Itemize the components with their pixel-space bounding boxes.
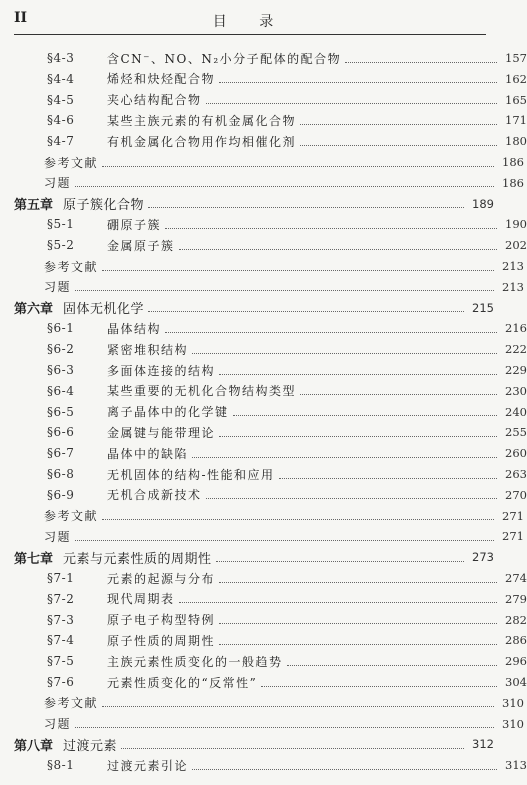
entry-title: 现代周期表 (107, 592, 175, 607)
toc-misc-row[interactable] (0, 172, 524, 194)
entry-title: 多面体连接的结构 (107, 363, 216, 378)
leader-dots (300, 145, 497, 146)
toc-chapter-row[interactable] (0, 546, 494, 568)
toc-section-row[interactable] (0, 317, 527, 339)
page-ref: 260 (505, 446, 527, 461)
leader-dots (345, 62, 497, 63)
page-ref: 216 (505, 321, 527, 336)
toc-entry-label (44, 694, 98, 711)
leader-dots (206, 103, 497, 104)
toc-section-row[interactable] (0, 130, 527, 152)
toc-section-row[interactable] (0, 754, 527, 776)
toc-entry-label (47, 611, 215, 628)
leader-dots (219, 82, 497, 83)
toc-section-row[interactable] (0, 89, 527, 111)
toc-chapter-row[interactable] (0, 733, 494, 755)
chapter-number: 第六章 (14, 302, 54, 318)
page-ref: 271 (502, 529, 524, 544)
toc-entry-label (47, 341, 188, 358)
entry-title: 原子电子构型特例 (107, 613, 216, 628)
section-number: §7-5 (47, 654, 75, 669)
entry-title: 某些主族元素的有机金属化合物 (107, 113, 297, 128)
leader-dots (121, 748, 464, 749)
leader-dots (179, 249, 497, 250)
chapter-title: 元素与元素性质的周期性 (63, 551, 212, 567)
chapter-title: 原子簇化合物 (63, 198, 145, 214)
page-ref: 165 (505, 92, 527, 107)
page-ref: 271 (502, 508, 524, 523)
page-ref: 270 (505, 487, 527, 502)
page-ref: 213 (502, 259, 524, 273)
entry-title: 原子性质的周期性 (107, 633, 216, 648)
toc-section-row[interactable] (0, 671, 527, 693)
toc-entry-label (44, 154, 98, 171)
page-ref: 162 (505, 71, 527, 86)
page-ref: 304 (505, 675, 527, 689)
section-number: §4-6 (47, 113, 75, 128)
page-ref: 186 (502, 155, 524, 169)
entry-title: 习题 (44, 176, 72, 191)
page-ref: 222 (505, 342, 527, 357)
entry-title: 硼原子簇 (107, 217, 162, 232)
section-number: §6-9 (47, 487, 75, 502)
entry-title: 离子晶体中的化学键 (107, 405, 229, 420)
entry-title: 金属键与能带理论 (107, 425, 216, 440)
toc-section-row[interactable] (0, 68, 527, 90)
leader-dots (219, 644, 497, 645)
toc-section-row[interactable] (0, 109, 527, 131)
leader-dots (219, 374, 497, 375)
section-number: §6-6 (47, 425, 75, 440)
leader-dots (192, 353, 497, 354)
page-ref: 279 (505, 591, 527, 606)
toc-entry-label (14, 548, 212, 567)
section-number: §6-7 (47, 446, 75, 461)
toc-entry-label (47, 70, 215, 87)
toc-entry-label (47, 653, 283, 670)
toc-entry-label (47, 590, 175, 607)
section-number: §4-4 (47, 71, 75, 86)
page-ref: 255 (505, 425, 527, 440)
entry-title: 无机合成新技术 (107, 488, 202, 503)
toc-entry-label (47, 91, 202, 108)
toc-section-row[interactable] (0, 338, 527, 360)
entry-title: 参考文献 (44, 259, 99, 274)
entry-title: 含CN⁻、NO、N₂小分子配体的配合物 (107, 51, 342, 66)
toc-entry-label (44, 174, 71, 191)
toc-misc-row[interactable] (0, 692, 524, 714)
section-number: §7-4 (47, 633, 75, 648)
toc-entry-label (44, 715, 71, 732)
toc-chapter-row[interactable] (0, 297, 494, 319)
toc-section-row[interactable] (0, 588, 527, 610)
page-ref: 310 (502, 716, 524, 731)
chapter-title: 固体无机化学 (63, 302, 145, 318)
toc-section-row[interactable] (0, 421, 527, 443)
leader-dots (300, 394, 497, 395)
toc-misc-row[interactable] (0, 151, 524, 173)
page-ref: 282 (505, 612, 527, 627)
section-number: §6-4 (47, 383, 75, 398)
section-number: §5-2 (47, 238, 75, 253)
leader-dots (102, 270, 494, 271)
entry-title: 参考文献 (44, 155, 99, 170)
section-number: §6-1 (47, 321, 75, 336)
toc-section-row[interactable] (0, 629, 527, 651)
leader-dots (219, 623, 497, 624)
entry-title: 参考文献 (44, 696, 99, 711)
toc-section-row[interactable] (0, 401, 527, 423)
toc-entry-label (44, 507, 98, 524)
leader-dots (75, 540, 494, 541)
leader-dots (165, 228, 497, 229)
entry-title: 元素性质变化的“反常性” (107, 675, 258, 690)
leader-dots (219, 436, 497, 437)
page-ref: 215 (472, 300, 494, 315)
toc-misc-row[interactable] (0, 255, 524, 277)
toc-misc-row[interactable] (0, 713, 524, 735)
toc-section-row[interactable] (0, 380, 527, 402)
entry-title: 主族元素性质变化的一般趋势 (107, 654, 283, 669)
page-ref: 213 (502, 279, 524, 294)
page-ref: 310 (502, 695, 524, 710)
toc-misc-row[interactable] (0, 276, 524, 298)
section-number: §6-2 (47, 342, 75, 357)
page-ref: 273 (472, 550, 494, 565)
toc-section-row[interactable] (0, 234, 527, 256)
entry-title: 金属原子簇 (107, 238, 175, 253)
page-ref: 190 (505, 217, 527, 232)
entry-title: 习题 (44, 280, 72, 295)
toc-entry-label (47, 570, 215, 587)
entry-title: 习题 (44, 717, 72, 732)
page-title: 目 录 (212, 14, 288, 30)
section-number: §4-7 (47, 134, 75, 149)
leader-dots (148, 311, 464, 312)
toc-entry-label (47, 237, 175, 254)
page-ref: 313 (505, 758, 527, 773)
page-header (14, 8, 486, 35)
leader-dots (279, 478, 497, 479)
page-ref: 202 (505, 238, 527, 253)
toc-entry-label (47, 382, 296, 399)
page-ref: 230 (505, 383, 527, 398)
leader-dots (102, 519, 494, 520)
toc-section-row[interactable] (0, 213, 527, 235)
chapter-number: 第七章 (14, 551, 54, 567)
entry-title: 过渡元素引论 (107, 758, 189, 773)
leader-dots (102, 166, 494, 167)
leader-dots (179, 602, 497, 603)
leader-dots (233, 415, 497, 416)
page-ref: 296 (505, 654, 527, 669)
section-number: §4-5 (47, 92, 75, 107)
page-ref: 240 (505, 404, 527, 419)
section-number: §6-5 (47, 404, 75, 419)
toc-chapter-row[interactable] (0, 193, 494, 215)
toc-entry-label (47, 466, 275, 483)
toc-entry-label (44, 258, 98, 275)
entry-title: 夹心结构配合物 (107, 93, 202, 108)
leader-dots (102, 706, 494, 707)
page-ref: 274 (505, 571, 527, 585)
toc-section-row[interactable] (0, 484, 527, 506)
toc-misc-row[interactable] (0, 505, 524, 527)
page-ref: 286 (505, 633, 527, 648)
leader-dots (206, 498, 497, 499)
toc-entry-label (47, 757, 188, 774)
toc-entry-label (47, 486, 202, 503)
section-number: §7-2 (47, 591, 75, 606)
page-ref: 180 (505, 134, 527, 149)
leader-dots (148, 207, 464, 208)
leader-dots (216, 561, 464, 562)
section-number: §7-6 (47, 675, 75, 689)
toc-section-row[interactable] (0, 650, 527, 672)
toc-entry-label (47, 445, 188, 462)
page-ref: 263 (505, 467, 527, 481)
leader-dots (219, 582, 497, 583)
page-ref: 171 (505, 113, 527, 128)
toc-entry-label (47, 112, 296, 129)
leader-dots (75, 727, 494, 728)
toc-section-row[interactable] (0, 463, 527, 485)
leader-dots (287, 665, 497, 666)
entry-title: 烯烃和炔烃配合物 (107, 72, 216, 87)
toc-entry-label (14, 194, 144, 213)
toc-entry-label (44, 528, 71, 545)
page-ref: 312 (472, 737, 494, 752)
leader-dots (300, 124, 497, 125)
chapter-number: 第五章 (14, 198, 54, 214)
leader-dots (261, 686, 497, 687)
section-number: §6-8 (47, 467, 75, 481)
leader-dots (192, 769, 497, 770)
page-ref: 157 (505, 51, 527, 65)
page-number: II (14, 10, 28, 26)
section-number: §8-1 (47, 758, 75, 773)
entry-title: 参考文献 (44, 509, 99, 524)
toc-entry-label (14, 298, 144, 317)
leader-dots (75, 290, 494, 291)
section-number: §4-3 (47, 51, 75, 65)
entry-title: 无机固体的结构-性能和应用 (107, 467, 275, 482)
entry-title: 元素的起源与分布 (107, 571, 216, 586)
chapter-number: 第八章 (14, 738, 54, 754)
toc-entry-label (47, 320, 161, 337)
toc-entry-label (44, 278, 71, 295)
toc-entry-label (47, 50, 341, 67)
toc-entry-label (47, 674, 257, 691)
leader-dots (192, 457, 497, 458)
leader-dots (165, 332, 497, 333)
section-number: §7-3 (47, 612, 75, 627)
toc-entry-label (47, 133, 296, 150)
toc-misc-row[interactable] (0, 525, 524, 547)
page-ref: 186 (502, 175, 524, 190)
chapter-title: 过渡元素 (63, 738, 118, 754)
entry-title: 晶体中的缺陷 (107, 446, 189, 461)
toc-section-row[interactable] (0, 442, 527, 464)
toc-section-row[interactable] (0, 47, 527, 69)
entry-title: 某些重要的无机化合物结构类型 (107, 384, 297, 399)
page-ref: 189 (472, 196, 494, 211)
section-number: §7-1 (47, 571, 75, 585)
entry-title: 晶体结构 (107, 321, 162, 336)
page-ref: 229 (505, 363, 527, 377)
leader-dots (75, 186, 494, 187)
toc-entry-label (47, 403, 229, 420)
entry-title: 习题 (44, 529, 72, 544)
toc-entry-label (14, 735, 117, 754)
toc-entry-label (47, 216, 161, 233)
toc-section-row[interactable] (0, 567, 527, 589)
toc-entry-label (47, 424, 215, 441)
toc-entry-label (47, 632, 215, 649)
toc-section-row[interactable] (0, 609, 527, 631)
toc-section-row[interactable] (0, 359, 527, 381)
toc-entry-label (47, 362, 215, 379)
section-number: §5-1 (47, 217, 75, 232)
entry-title: 有机金属化合物用作均相催化剂 (107, 134, 297, 149)
entry-title: 紧密堆积结构 (107, 342, 189, 357)
section-number: §6-3 (47, 363, 75, 377)
